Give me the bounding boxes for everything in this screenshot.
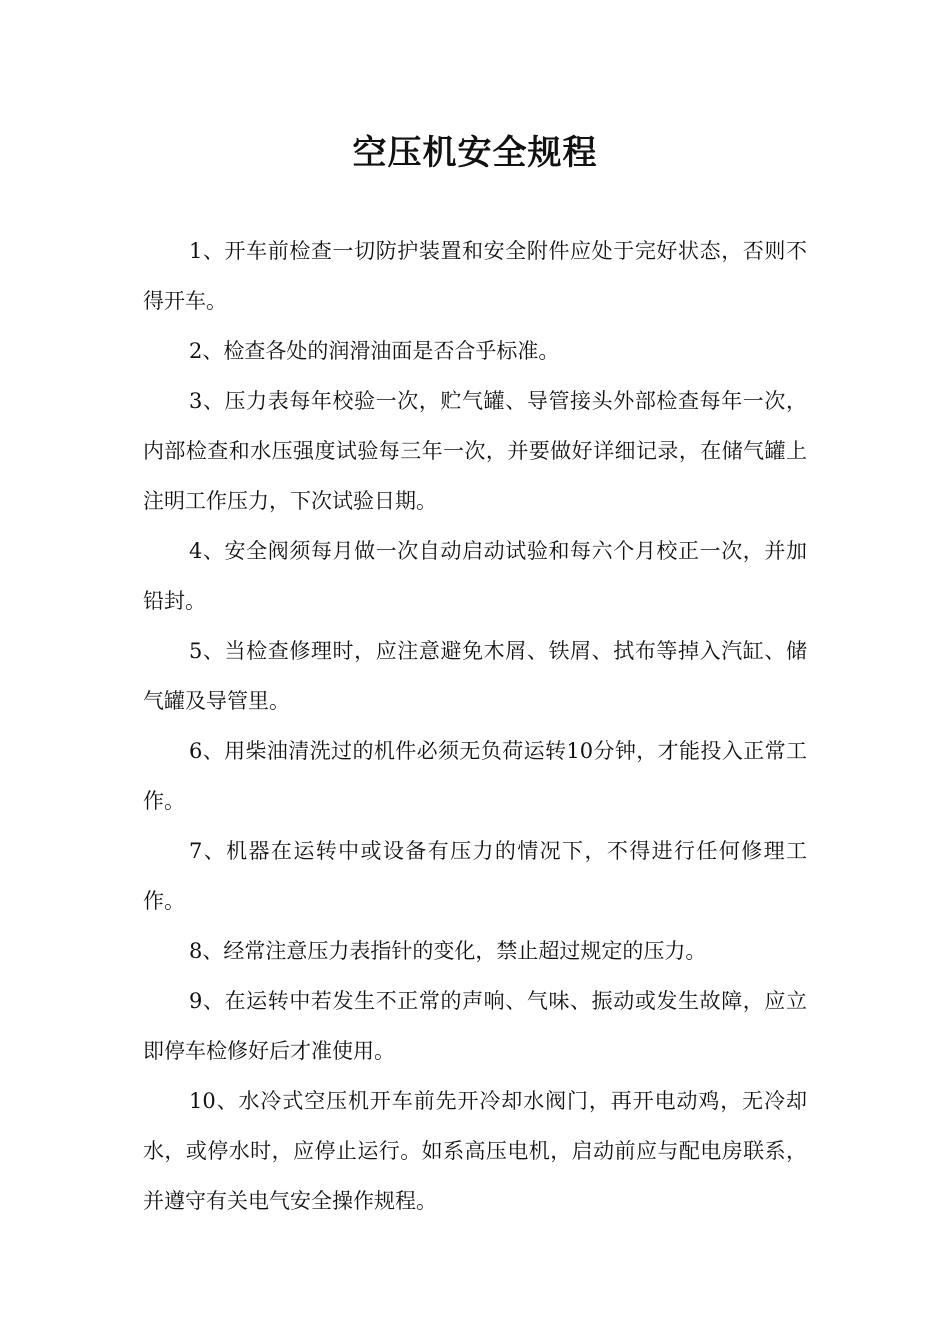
rule-item-1: 1、开车前检查一切防护装置和安全附件应处于完好状态，否则不得开车。: [143, 239, 807, 313]
rule-item-3: 3、压力表每年校验一次，贮气罐、导管接头外部检查每年一次，内部检查和水压强度试验每三年一次，并要做好详细记录，在储气罐上注明工作压力，下次试验日期。: [143, 389, 807, 513]
rule-item-9: 9、在运转中若发生不正常的声响、气味、振动或发生故障，应立即停车检修好后才准使用。: [143, 989, 807, 1063]
page-title: 空压机安全规程: [352, 133, 598, 173]
rule-item-8: 8、经常注意压力表指针的变化，禁止超过规定的压力。: [189, 939, 707, 963]
rule-item-6: 6、用柴油清洗过的机件必须无负荷运转10分钟，才能投入正常工作。: [143, 739, 807, 813]
document-body: [143, 226, 807, 1226]
rule-item-2: 2、检查各处的润滑油面是否合乎标准。: [189, 339, 560, 363]
rule-item-7: 7、机器在运转中或设备有压力的情况下，不得进行任何修理工作。: [143, 839, 807, 913]
rule-item-10: 10、水冷式空压机开车前先开冷却水阀门，再开电动鸡，无冷却水，或停水时，应停止运行。如系高压电机，启动前应与配电房联系，并遵守有关电气安全操作规程。: [143, 1089, 807, 1213]
rule-item-5: 5、当检查修理时，应注意避免木屑、铁屑、拭布等掉入汽缸、储气罐及导管里。: [143, 639, 807, 713]
rule-item-4: 4、安全阀须每月做一次自动启动试验和每六个月校正一次，并加铅封。: [143, 539, 807, 613]
